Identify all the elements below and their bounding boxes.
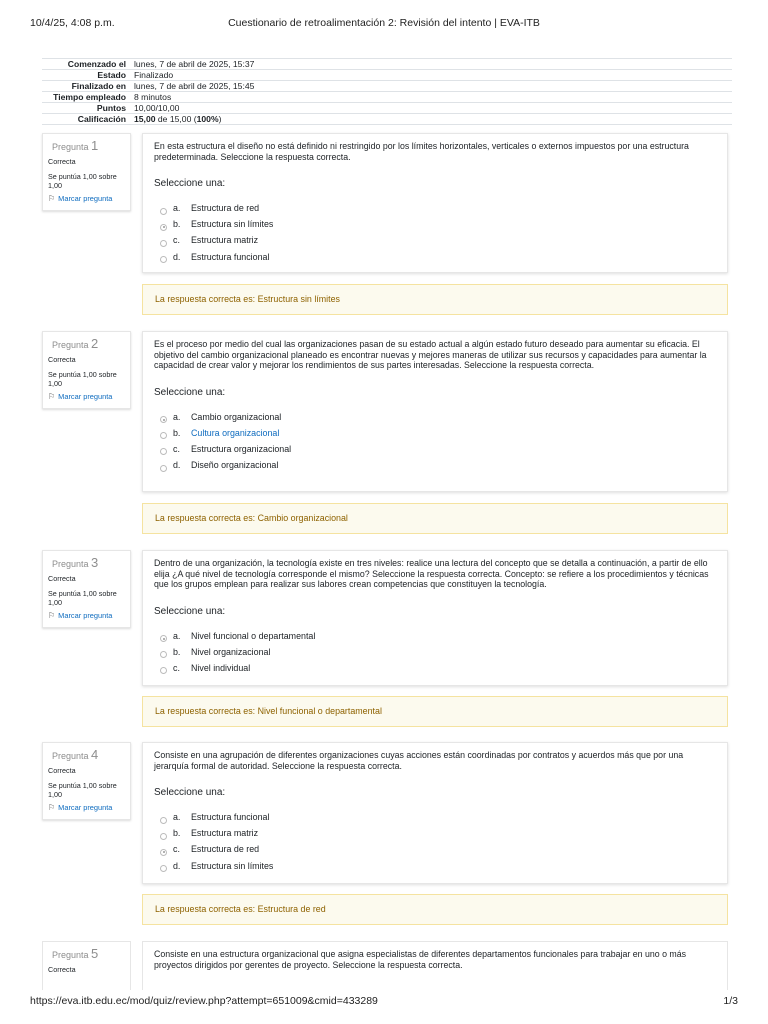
answer-option[interactable] xyxy=(154,457,716,473)
print-datetime: 10/4/25, 4:08 p.m. xyxy=(30,17,115,29)
question-number-value: 1 xyxy=(91,138,99,153)
option-text: Nivel individual xyxy=(191,662,251,673)
flag-icon: ⚐ xyxy=(48,392,56,401)
radio-button[interactable] xyxy=(160,432,167,439)
question-card xyxy=(142,550,728,686)
option-letter: a. xyxy=(173,812,181,823)
summary-value-grade xyxy=(130,114,732,125)
grade-percent: 100% xyxy=(196,114,219,124)
answer-list xyxy=(154,409,716,474)
question-text: Dentro de una organización, la tecnología existe en tres niveles: realice una lectura del concepto que se detalla a continuación, a partir de ello elija ¿A qué nivel de tecnología corresponde el mismo? Seleccione la respuesta correcta. Concepto: se refiere a los procedimientos y técnicas que los grupos emplean para realizar sus labores crean competencias que constituyen la tecnología. xyxy=(154,558,709,589)
question-number-value: 5 xyxy=(91,946,99,961)
flag-icon: ⚐ xyxy=(48,611,56,620)
flag-question-link[interactable] xyxy=(48,611,125,621)
summary-label: Finalizado en xyxy=(42,81,130,92)
answer-prompt: Seleccione una: xyxy=(154,605,226,617)
option-text: Estructura organizacional xyxy=(191,443,292,454)
question-label: Pregunta xyxy=(52,340,89,350)
answer-option[interactable] xyxy=(154,858,716,874)
radio-button[interactable] xyxy=(160,256,167,263)
answer-option[interactable] xyxy=(154,441,716,457)
option-text: Estructura sin límites xyxy=(191,860,274,871)
question-card xyxy=(142,331,728,492)
answer-option[interactable] xyxy=(154,809,716,825)
question-info xyxy=(42,550,131,628)
question-info xyxy=(42,941,131,990)
option-text-link[interactable]: Cultura organizacional xyxy=(191,427,280,438)
correct-answer-feedback: La respuesta correcta es: Estructura de red xyxy=(142,894,728,925)
option-letter: b. xyxy=(173,828,181,839)
summary-value: Finalizado xyxy=(130,70,732,81)
question-number-value: 4 xyxy=(91,747,99,762)
answer-option[interactable] xyxy=(154,628,716,644)
radio-button-selected[interactable] xyxy=(160,224,167,231)
summary-label: Puntos xyxy=(42,103,130,114)
correct-answer-feedback: La respuesta correcta es: Estructura sin límites xyxy=(142,284,728,315)
grade-close: ) xyxy=(218,114,222,124)
radio-button[interactable] xyxy=(160,651,167,658)
answer-option[interactable] xyxy=(154,660,716,676)
radio-button[interactable] xyxy=(160,865,167,872)
summary-row xyxy=(42,114,732,125)
answer-option[interactable] xyxy=(154,232,716,248)
radio-button[interactable] xyxy=(160,240,167,247)
summary-value: lunes, 7 de abril de 2025, 15:37 xyxy=(130,59,732,70)
question-number xyxy=(52,947,125,962)
flag-question-link[interactable] xyxy=(48,803,125,813)
print-footer xyxy=(0,995,768,1009)
flag-question-link[interactable] xyxy=(48,194,125,204)
question-label: Pregunta xyxy=(52,559,89,569)
question-label: Pregunta xyxy=(52,751,89,761)
answer-option[interactable] xyxy=(154,425,716,441)
option-text: Estructura matriz xyxy=(191,235,259,246)
question-number xyxy=(52,556,125,571)
summary-row xyxy=(42,59,732,70)
radio-button[interactable] xyxy=(160,208,167,215)
option-text: Estructura de red xyxy=(191,203,260,214)
summary-value: 10,00/10,00 xyxy=(130,103,732,114)
question-card xyxy=(142,941,728,990)
summary-label: Comenzado el xyxy=(42,59,130,70)
radio-button[interactable] xyxy=(160,465,167,472)
option-letter: c. xyxy=(173,443,180,454)
question-state: Correcta xyxy=(48,766,76,775)
summary-value: 8 minutos xyxy=(130,92,732,103)
answer-option[interactable] xyxy=(154,644,716,660)
question-state: Correcta xyxy=(48,157,76,166)
question-grade: Se puntúa 1,00 sobre 1,00 xyxy=(48,172,117,190)
question-text: Consiste en una agrupación de diferentes organizaciones cuyas acciones están coordinadas por contratos y acuerdos más que por una jerarquía formal de autoridad. Seleccione la respuesta correcta. xyxy=(154,750,684,771)
question-info xyxy=(42,133,131,211)
summary-row xyxy=(42,103,732,114)
option-letter: b. xyxy=(173,219,181,230)
option-letter: c. xyxy=(173,235,180,246)
answer-prompt: Seleccione una: xyxy=(154,787,226,798)
summary-label: Tiempo empleado xyxy=(42,92,130,103)
answer-option[interactable] xyxy=(154,216,716,232)
option-letter: b. xyxy=(173,646,181,657)
question-number xyxy=(52,748,125,763)
summary-row xyxy=(42,81,732,92)
question-text: Consiste en una estructura organizacional que asigna especialistas de diferentes departamentos funcionales para trabajar en uno o más proyectos dirigidos por gerentes de proyecto. Seleccione la respuesta correcta. xyxy=(154,949,687,970)
question-label: Pregunta xyxy=(52,950,89,960)
print-title: Cuestionario de retroalimentación 2: Revisión del intento | EVA-ITB xyxy=(228,17,540,29)
answer-option[interactable] xyxy=(154,825,716,841)
option-letter: a. xyxy=(173,630,181,641)
grade-total: de 15,00 ( xyxy=(155,114,197,124)
attempt-summary-table xyxy=(42,58,732,125)
answer-option[interactable] xyxy=(154,841,716,857)
question-grade: Se puntúa 1,00 sobre 1,00 xyxy=(48,589,117,607)
question-grade: Se puntúa 1,00 sobre 1,00 xyxy=(48,781,117,799)
option-text: Estructura de red xyxy=(191,844,260,855)
option-text: Nivel organizacional xyxy=(191,646,271,657)
question-info xyxy=(42,742,131,820)
radio-button[interactable] xyxy=(160,448,167,455)
answer-option[interactable] xyxy=(154,249,716,265)
option-text: Diseño organizacional xyxy=(191,460,279,471)
option-letter: a. xyxy=(173,203,181,214)
print-header xyxy=(0,17,768,31)
answer-prompt: Seleccione una: xyxy=(154,178,226,189)
summary-row xyxy=(42,92,732,103)
question-number-value: 3 xyxy=(91,555,99,570)
page-url: https://eva.itb.edu.ec/mod/quiz/review.php?attempt=651009&cmid=433289 xyxy=(30,995,378,1007)
page-number: 1/3 xyxy=(723,995,738,1007)
flag-question-link[interactable] xyxy=(48,392,125,402)
flag-label: Marcar pregunta xyxy=(58,194,113,203)
question-state: Correcta xyxy=(48,355,76,364)
question-number xyxy=(52,337,125,352)
option-text: Cambio organizacional xyxy=(191,411,282,422)
answer-option[interactable] xyxy=(154,200,716,216)
radio-button-selected[interactable] xyxy=(160,635,167,642)
flag-label: Marcar pregunta xyxy=(58,392,113,401)
flag-icon: ⚐ xyxy=(48,803,56,812)
radio-button[interactable] xyxy=(160,817,167,824)
answer-list xyxy=(154,200,716,265)
question-state: Correcta xyxy=(48,965,76,974)
question-text: En esta estructura el diseño no está definido ni restringido por los límites horizontales, verticales o externos impuestos por una estructura predeterminada. Seleccione la respuesta correcta. xyxy=(154,141,689,162)
flag-label: Marcar pregunta xyxy=(58,803,113,812)
flag-icon: ⚐ xyxy=(48,194,56,203)
answer-option[interactable] xyxy=(154,409,716,425)
radio-button-selected[interactable] xyxy=(160,416,167,423)
question-text: Es el proceso por medio del cual las organizaciones pasan de su estado actual a algún estado futuro deseado para aumentar su eficacia. El objetivo del cambio organizacional planeado es encontrar nuevas y mejores maneras de utilizar sus recursos y capacidades para aumentar la capacidad de crear valor y mejorar los rendimientos de sus partes interesadas. Seleccione la respuesta correcta. xyxy=(154,339,707,370)
option-letter: c. xyxy=(173,662,180,673)
option-letter: b. xyxy=(173,427,181,438)
option-letter: d. xyxy=(173,860,181,871)
option-letter: d. xyxy=(173,460,181,471)
radio-button[interactable] xyxy=(160,667,167,674)
option-text: Estructura funcional xyxy=(191,812,270,823)
radio-button[interactable] xyxy=(160,833,167,840)
grade-score: 15,00 xyxy=(134,114,156,124)
option-text: Estructura sin límites xyxy=(191,219,274,230)
flag-label: Marcar pregunta xyxy=(58,611,113,620)
radio-button-selected[interactable] xyxy=(160,849,167,856)
answer-prompt: Seleccione una: xyxy=(154,386,226,398)
question-state: Correcta xyxy=(48,574,76,583)
option-letter: d. xyxy=(173,251,181,262)
option-text: Nivel funcional o departamental xyxy=(191,630,316,641)
correct-answer-feedback: La respuesta correcta es: Cambio organizacional xyxy=(142,503,728,534)
answer-list xyxy=(154,809,716,874)
option-letter: a. xyxy=(173,411,181,422)
question-grade: Se puntúa 1,00 sobre 1,00 xyxy=(48,370,117,388)
question-number-value: 2 xyxy=(91,336,99,351)
question-card xyxy=(142,133,728,273)
correct-answer-feedback: La respuesta correcta es: Nivel funcional o departamental xyxy=(142,696,728,727)
answer-list xyxy=(154,628,716,677)
question-info xyxy=(42,331,131,409)
summary-value: lunes, 7 de abril de 2025, 15:45 xyxy=(130,81,732,92)
summary-label: Estado xyxy=(42,70,130,81)
option-letter: c. xyxy=(173,844,180,855)
option-text: Estructura matriz xyxy=(191,828,259,839)
option-text: Estructura funcional xyxy=(191,251,270,262)
question-card xyxy=(142,742,728,884)
summary-label: Calificación xyxy=(42,114,130,125)
summary-row xyxy=(42,70,732,81)
question-label: Pregunta xyxy=(52,142,89,152)
question-number xyxy=(52,139,125,154)
